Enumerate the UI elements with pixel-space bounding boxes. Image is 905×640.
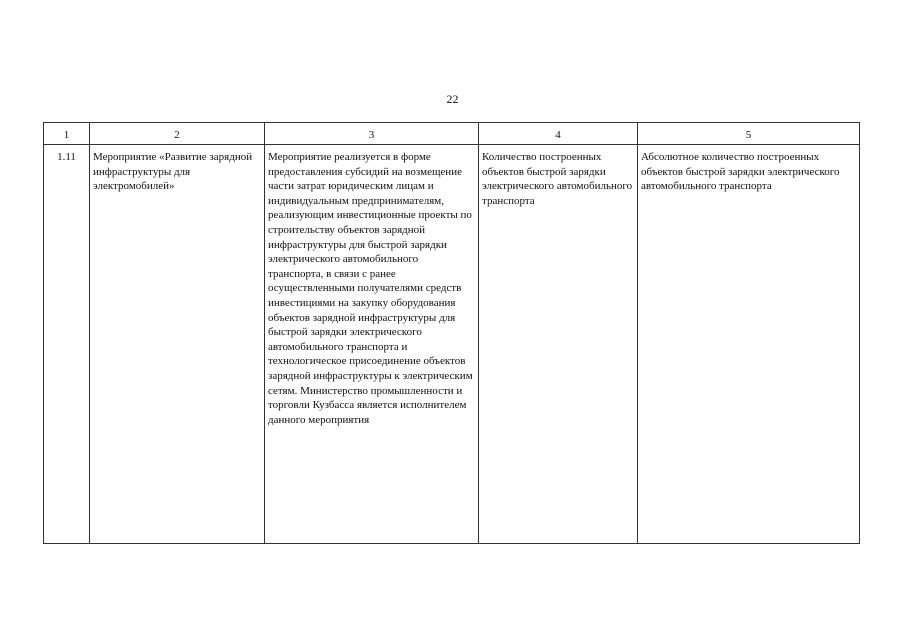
activity-name-cell: Мероприятие «Развитие зарядной инфраструктуры для электромобилей» [90,145,265,544]
page-number: 22 [446,92,459,106]
document-table [43,122,860,544]
column-header-5: 5 [638,123,860,145]
indicator-name-cell: Количество построенных объектов быстрой зарядки электрического автомобильного транспорта [479,145,638,544]
column-header-3: 3 [265,123,479,145]
activity-description-cell: Мероприятие реализуется в форме предоставления субсидий на возмещение части затрат юридическим лицам и индивидуальным предпринимателям, реализующим инвестиционные проекты по строительству объектов зарядной инфраструктуры для быстрой зарядки электрического автомобильного транспорта, в связи с ранее осуществленными получателями средств инвестициями на закупку оборудования объектов зарядной инфраструктуры для быстрой зарядки электрического автомобильного транспорта и технологическое присоединение объектов зарядной инфраструктуры к электрическим сетям. Министерство промышленности и торговли Кузбасса является исполнителем данного мероприятия [265,145,479,544]
indicator-description-cell: Абсолютное количество построенных объектов быстрой зарядки электрического автомобильного транспорта [638,145,860,544]
table-row [44,145,860,544]
table-header-row [44,123,860,145]
column-header-4: 4 [479,123,638,145]
column-header-1: 1 [44,123,90,145]
column-header-2: 2 [90,123,265,145]
row-number-cell: 1.11 [44,145,90,544]
